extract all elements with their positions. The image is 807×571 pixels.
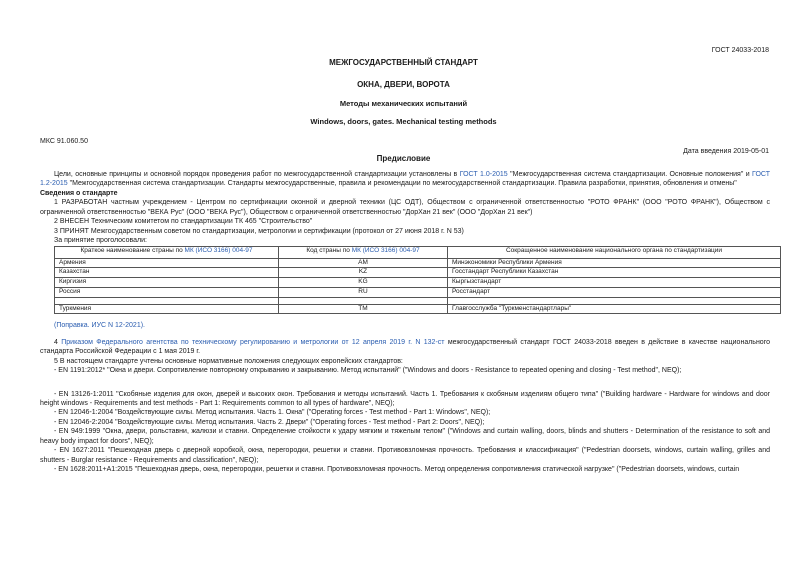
document-title-english: Windows, doors, gates. Mechanical testing methods [310,117,497,126]
cell-body: Росстандарт [448,287,781,297]
list-item: - EN 12046-1:2004 "Воздействующие силы. Метод испытания. Часть 1. Окна" ("Operating forces - Test method - Part 1: Windows", NEQ); [54,409,491,417]
table-row [55,258,781,268]
list-item: - EN 949:1999 "Окна, двери, рольставни, жалюзи и ставни. Определение стойкости к удару мягким и тяжелым телом" ("Windows and curtain walling, doors, blinds and shutters - Determination of the resistance to soft and heavy body impact for doors", NEQ); [40,428,770,445]
col-header-code-text: Код страны по [306,246,352,254]
goals-text-post: "Межгосударственная система стандартизации. Стандарты межгосударственные, правила и рекомендации по межгосударственной стандартизации. Правила разработки, принятия, обновления и отмены" [67,180,737,188]
mks-code: МКС 91.060.50 [40,138,88,145]
developed-by-paragraph: 1 РАЗРАБОТАН частным учреждением - Центром по сертификации оконной и дверной техники (ЦС ОДТ), Обществом с ограниченной ответственностью "РОТО ФРАНК" (ООО "РОТО ФРАНК"), Обществом с ограниченной ответственностью "ВЕКА Рус" (ООО "ВЕКА Рус"), Обществом с ограниченной ответственностью "ДорХан 21 век" (ООО "ДорХан 21 век") [40,199,770,216]
cell-country: Туркмения [55,304,279,314]
info-heading: Сведения о стандарте [40,189,118,197]
preface-heading: Предисловие [376,154,431,163]
order-link[interactable]: Приказом Федерального агентства по техническому регулированию и метрологии от 12 апреля 2019 г. N 132-ст [61,338,445,346]
list-item: - EN 1627:2011 "Пешеходная дверь с дверной коробкой, окна, перегородки, решетки и ставни. Противовзломная прочность. Требования и классификация" ("Pedestrian doorsets, windows, curtain walling, grilles and shutters - Burglar resistance - Requirements and classification", NEQ); [40,447,770,464]
goals-text-pre: Цели, основные принципы и основной порядок проведения работ по межгосударственной стандартизации установлены в [54,171,460,178]
document-code: ГОСТ 24033-2018 [711,47,769,54]
gost-1-0-link[interactable]: ГОСТ 1.0-2015 [459,171,508,178]
cell-body: Госстандарт Республики Казахстан [448,268,781,278]
list-item: - EN 1628:2011+A1:2015 "Пешеходная дверь, окна, перегородки, решетки и ставни. Противовзломная прочность. Метод определения сопротивления статической нагрузке" ("Pedestrian doorsets, windows, curtain [54,466,740,474]
spacer [40,376,770,383]
list-item: - EN 1191:2012* "Окна и двери. Сопротивление повторному открыванию и закрыванию. Метод испытаний" ("Windows and doors - Resistance to repeated opening and closing - Test method", NEQ); [54,367,682,375]
cell-empty [55,297,279,304]
list-item: - EN 13126-1:2011 "Скобяные изделия для окон, дверей и высоких окон. Требования и методы испытаний. Часть 1. Требования к скобяным изделиям общего типа" ("Building hardware - Hardware for windows and door height windows - Requirements and test methods - Part 1: Requirements common to all types of hardware", NEQ); [40,390,770,407]
cell-empty [279,297,448,304]
amendment-note[interactable]: (Поправка. ИУС N 12-2021). [54,322,145,330]
cell-country: Казахстан [55,268,279,278]
introduction-date: Дата введения 2019-05-01 [683,148,769,155]
cell-code: TM [279,304,448,314]
gost-1-2-link[interactable]: ГОСТ 1.2-2015 [40,171,770,188]
col-header-country [55,246,279,258]
document-subtitle: Методы механических испытаний [339,99,468,108]
enactment-paragraph [40,338,770,357]
cell-country: Россия [55,287,279,297]
cell-body: Минэкономики Республики Армения [448,258,781,268]
standard-type-heading: МЕЖГОСУДАРСТВЕННЫЙ СТАНДАРТ [329,58,478,67]
cell-country: Армения [55,258,279,268]
cell-code: RU [279,287,448,297]
document-title: ОКНА, ДВЕРИ, ВОРОТА [357,80,450,89]
adopted-by-paragraph: 3 ПРИНЯТ Межгосударственным советом по стандартизации, метрологии и сертификации (протокол от 27 июня 2018 г. N 53) [54,227,464,235]
document-body [40,170,770,474]
enactment-text: межгосударственный стандарт ГОСТ 24033-2018 введен в действие в качестве национального стандарта Российской Федерации с 1 мая 2019 г. [40,338,770,356]
goals-text-mid: "Межгосударственная система стандартизации. Основные положения" и [507,171,753,178]
cell-country: Киргизия [55,278,279,288]
table-header-row [55,246,781,258]
col-header-country-text: Краткое наименование страны по [80,246,185,254]
table-row [55,268,781,278]
goals-paragraph [40,170,770,189]
cell-code: AM [279,258,448,268]
voted-for-label: За принятие проголосовали: [54,237,147,245]
spacer [40,331,770,338]
col-header-code [279,246,448,258]
spacer [40,314,770,321]
submitted-by-paragraph: 2 ВНЕСЕН Техническим комитетом по стандартизации ТК 465 "Строительство" [54,218,313,226]
cell-body: Главгосслужба "Туркменстандартлары" [448,304,781,314]
european-standards-intro: 5 В настоящем стандарте учтены основные нормативные положения следующих европейских стандартов: [54,357,403,365]
mk-iso-link-1[interactable]: МК (ИСО 3166) 004-97 [184,246,253,254]
table-row [55,287,781,297]
mk-iso-link-2[interactable]: МК (ИСО 3166) 004-97 [351,246,420,254]
table-row [55,304,781,314]
cell-empty [448,297,781,304]
cell-code: KZ [279,268,448,278]
table-spacer-row [55,297,781,304]
voting-countries-table [54,246,781,315]
col-header-body: Сокращенное наименование национального органа по стандартизации [448,246,781,258]
enactment-number: 4 [54,338,62,346]
cell-body: Кыргызстандарт [448,278,781,288]
cell-code: KG [279,278,448,288]
table-row [55,278,781,288]
list-item: - EN 12046-2:2004 "Воздействующие силы. Метод испытания. Часть 2. Двери" ("Operating forces - Test method - Part 2: Doors", NEQ); [54,418,485,426]
spacer [40,383,770,390]
